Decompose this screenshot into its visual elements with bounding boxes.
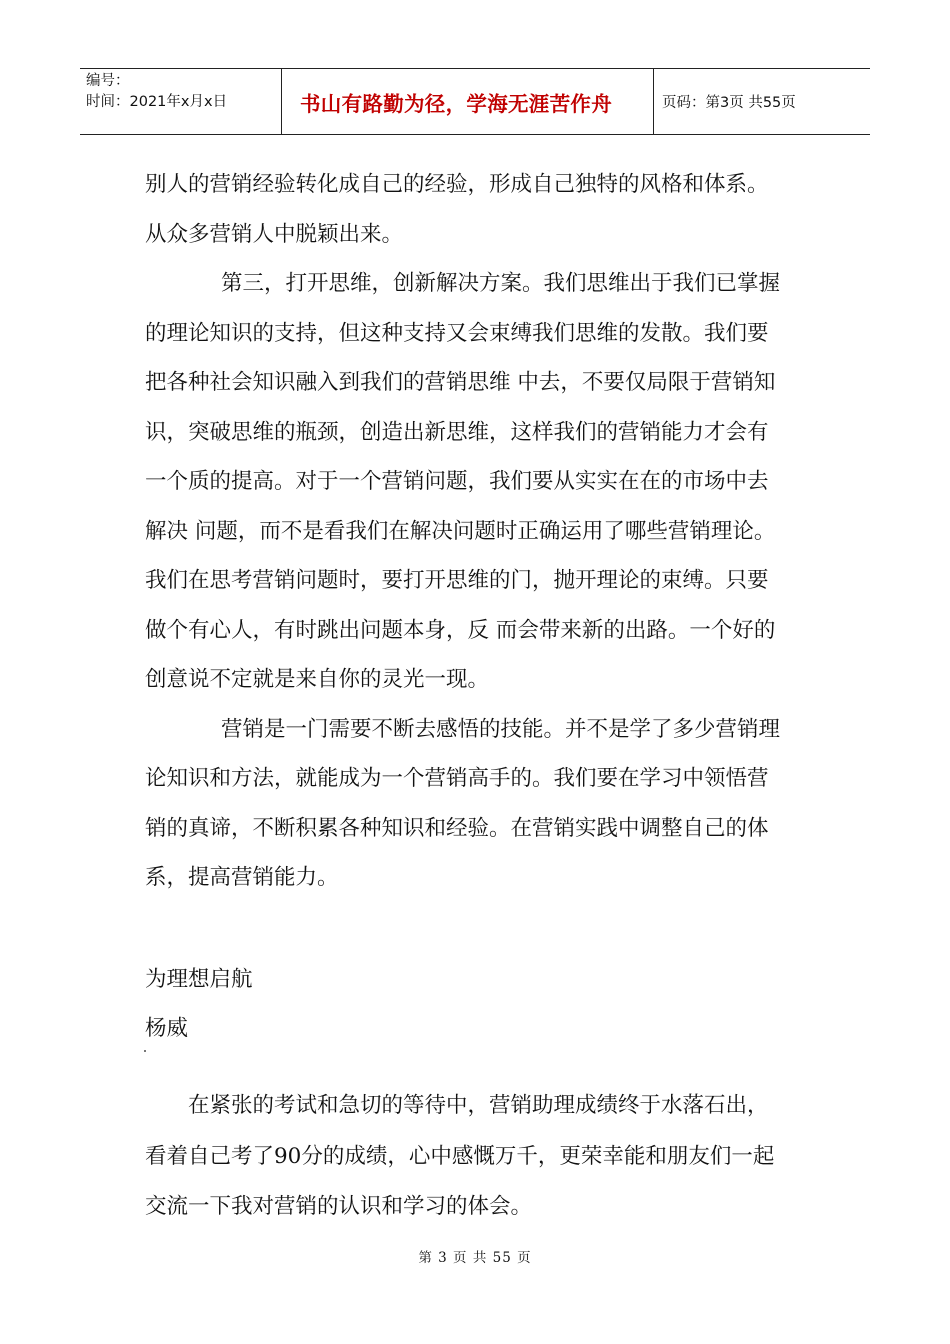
paragraph-start-line: 营销是一门需要不断去感悟的技能。并不是学了多少营销理	[221, 716, 781, 742]
body-line: 做个有心人，有时跳出问题本身，反 而会带来新的出路。一个好的	[145, 617, 776, 643]
body-line: 论知识和方法，就能成为一个营销高手的。我们要在学习中领悟营	[145, 766, 769, 791]
document-body-continued	[145, 1081, 815, 1233]
number-label: 编号：	[86, 73, 130, 89]
body-line: 的理论知识的支持，但这种支持又会束缚我们思维的发散。我们要	[145, 320, 769, 346]
article-title: 为理想启航	[145, 966, 253, 992]
header-motto-cell	[282, 69, 654, 134]
paragraph-start-line: 第三，打开思维，创新解决方案。我们思维出于我们已掌握	[221, 271, 781, 296]
stray-mark	[144, 1050, 146, 1052]
body-line: 别人的营销经验转化成自己的经验，形成自己独特的风格和体系。	[145, 172, 769, 197]
body-line: 解决 问题，而不是看我们在解决问题时正确运用了哪些营销理论。	[145, 518, 776, 544]
body-line: 我们在思考营销问题时，要打开思维的门，抛开理论的束缚。只要	[145, 568, 769, 593]
document-body	[145, 160, 815, 1054]
body-line: 识，突破思维的瓶颈，创造出新思维，这样我们的营销能力才会有	[145, 419, 769, 445]
body-line: 看着自己考了90分的成绩，心中感慨万千，更荣幸能和朋友们一起	[145, 1143, 775, 1169]
page-header	[80, 68, 870, 135]
body-line: 一个质的提高。对于一个营销问题，我们要从实实在在的市场中去	[145, 469, 769, 494]
body-line: 销的真谛，不断积累各种知识和经验。在营销实践中调整自己的体	[145, 815, 769, 841]
article-author: 杨威	[145, 1016, 189, 1041]
spacer	[145, 903, 815, 955]
body-line: 从众多营销人中脱颖出来。	[145, 221, 404, 247]
body-line: 创意说不定就是来自你的灵光一现。	[145, 667, 490, 692]
time-label: 时间：2021年x月x日	[86, 94, 228, 110]
header-page-cell	[654, 69, 870, 134]
body-line: 交流一下我对营销的认识和学习的体会。	[145, 1194, 533, 1219]
body-line: 系，提高营销能力。	[145, 865, 339, 890]
header-page-info: 页码：第3页 共55页	[662, 95, 796, 111]
body-line: 把各种社会知识融入到我们的营销思维 中去，不要仅局限于营销知	[145, 370, 776, 395]
header-meta-cell	[80, 69, 282, 134]
page-footer: 第 3 页 共 55 页	[418, 1250, 532, 1266]
motto-text: 书山有路勤为径，学海无涯苦作舟	[300, 91, 612, 116]
paragraph-start-line: 在紧张的考试和急切的等待中，营销助理成绩终于水落石出，	[188, 1093, 769, 1118]
